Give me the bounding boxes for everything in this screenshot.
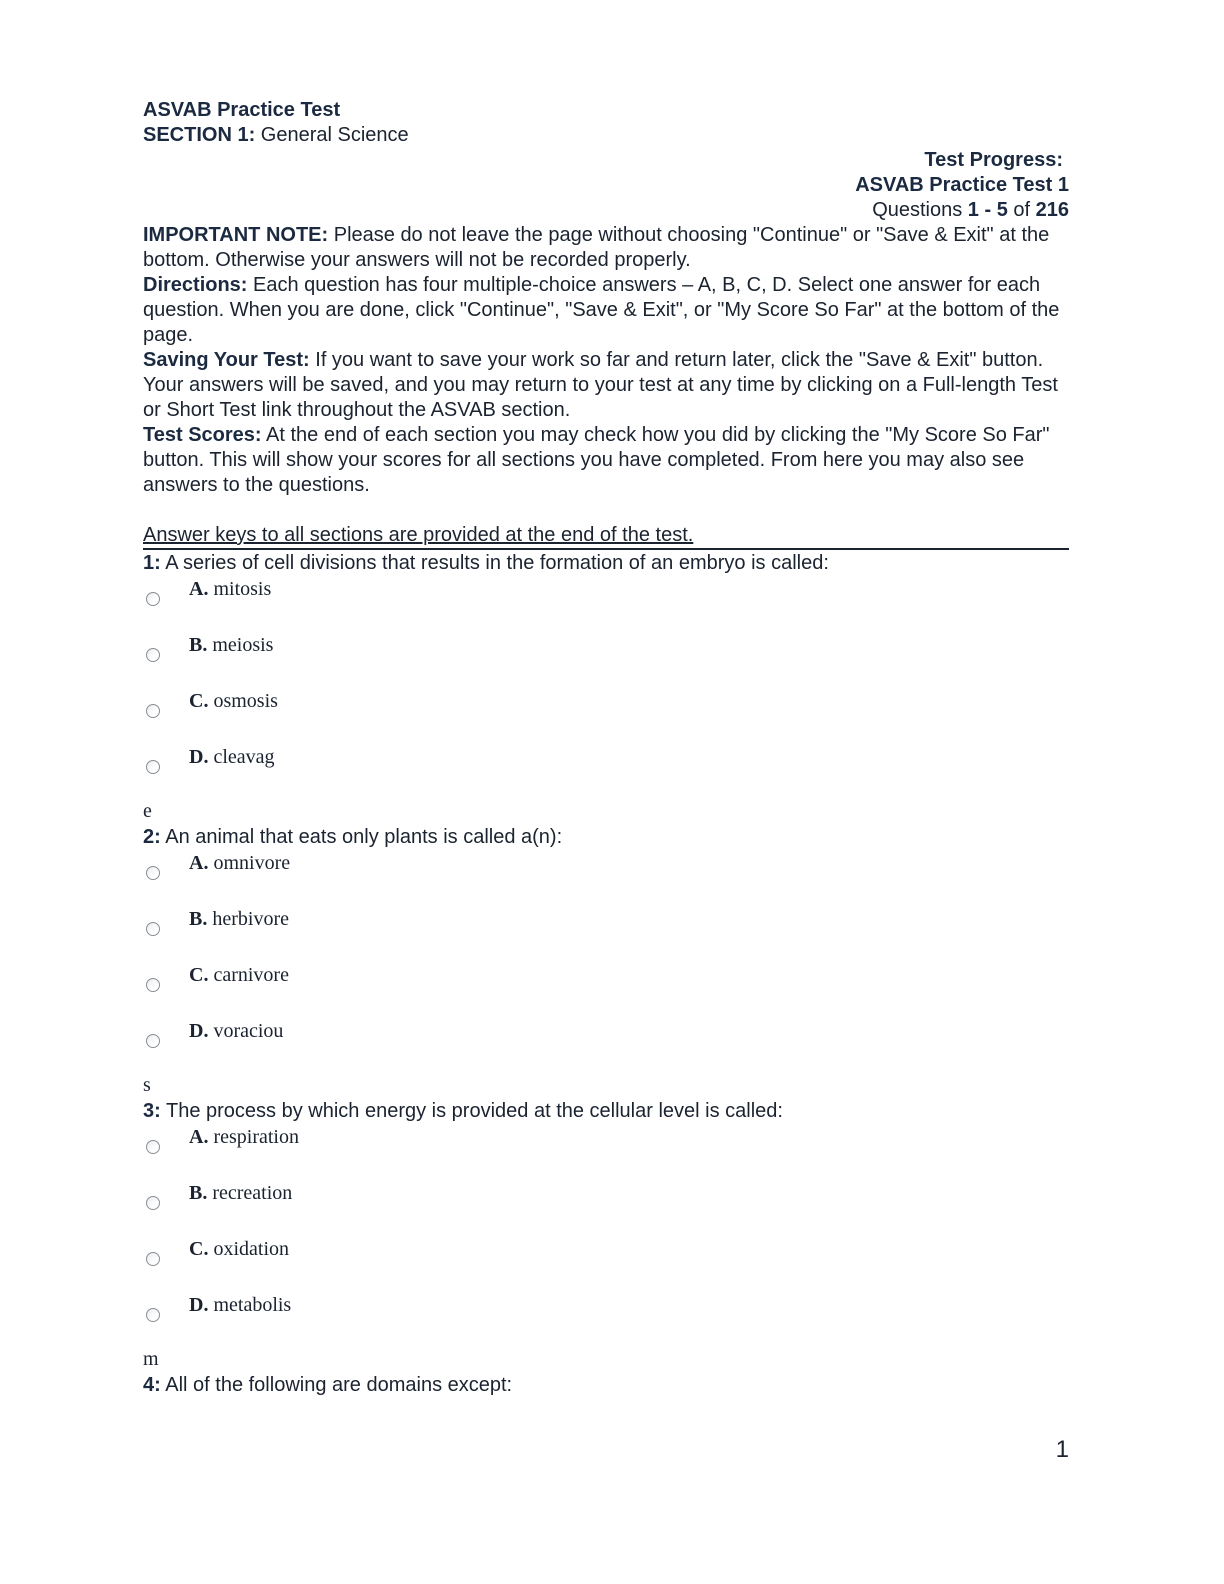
- wrapped-text: s: [143, 1074, 151, 1096]
- wrapped-text: e: [143, 800, 152, 822]
- important-note: IMPORTANT NOTE: Please do not leave the page without choosing "Continue" or "Save & Exit" at the bottom. Otherwise your answers will not be recorded properly.: [143, 224, 1050, 271]
- test-title: ASVAB Practice Test: [143, 99, 341, 121]
- radio-button[interactable]: [146, 760, 160, 774]
- question-stem: 1: A series of cell divisions that results in the formation of an embryo is called:: [143, 552, 829, 574]
- progress-test-name: ASVAB Practice Test 1: [855, 174, 1069, 196]
- radio-button[interactable]: [146, 648, 160, 662]
- page-number: 1: [1055, 1436, 1069, 1463]
- saving-note: Saving Your Test: If you want to save your work so far and return later, click the "Save & Exit" button. Your answers will be saved, and you may return to your test at any time by clicking on a Full-length Test or Short Test link throughout the ASVAB section.: [143, 349, 1058, 421]
- progress-questions: Questions 1 - 5 of 216: [872, 199, 1069, 221]
- question-2: [143, 825, 1069, 1098]
- radio-button[interactable]: [146, 592, 160, 606]
- radio-button[interactable]: [146, 1308, 160, 1322]
- option-d: D. voraciou: [143, 1018, 1069, 1074]
- option-a: A. respiration: [143, 1124, 1069, 1180]
- option-b: B. herbivore: [143, 906, 1069, 962]
- option-c: C. oxidation: [143, 1236, 1069, 1292]
- radio-button[interactable]: [146, 1034, 160, 1048]
- answer-keys-note: Answer keys to all sections are provided at the end of the test.: [143, 523, 1069, 550]
- option-d: D. cleavag: [143, 744, 1069, 800]
- option-b: B. recreation: [143, 1180, 1069, 1236]
- question-stem: 4: All of the following are domains except:: [143, 1374, 513, 1396]
- question-1: [143, 551, 1069, 824]
- section-heading: SECTION 1: General Science: [143, 124, 409, 146]
- radio-button[interactable]: [146, 978, 160, 992]
- progress-label: Test Progress:: [924, 149, 1063, 171]
- scores-note: Test Scores: At the end of each section you may check how you did by clicking the "My Score So Far" button. This will show your scores for all sections you have completed. From here you may also see answers to the questions.: [143, 424, 1050, 496]
- option-a: A. mitosis: [143, 576, 1069, 632]
- radio-button[interactable]: [146, 866, 160, 880]
- radio-button[interactable]: [146, 1196, 160, 1210]
- wrapped-text: m: [143, 1348, 159, 1370]
- question-stem: 3: The process by which energy is provided at the cellular level is called:: [143, 1100, 783, 1122]
- radio-button[interactable]: [146, 704, 160, 718]
- radio-button[interactable]: [146, 922, 160, 936]
- option-c: C. carnivore: [143, 962, 1069, 1018]
- directions-note: Directions: Each question has four multiple-choice answers – A, B, C, D. Select one answer for each question. When you are done, click "Continue", "Save & Exit", or "My Score So Far" at the bottom of the page.: [143, 274, 1060, 346]
- radio-button[interactable]: [146, 1252, 160, 1266]
- radio-button[interactable]: [146, 1140, 160, 1154]
- option-c: C. osmosis: [143, 688, 1069, 744]
- question-stem: 2: An animal that eats only plants is called a(n):: [143, 826, 563, 848]
- question-3: [143, 1099, 1069, 1372]
- option-b: B. meiosis: [143, 632, 1069, 688]
- question-4: [143, 1373, 1069, 1398]
- option-d: D. metabolis: [143, 1292, 1069, 1348]
- document-page: [143, 98, 1069, 1398]
- option-a: A. omnivore: [143, 850, 1069, 906]
